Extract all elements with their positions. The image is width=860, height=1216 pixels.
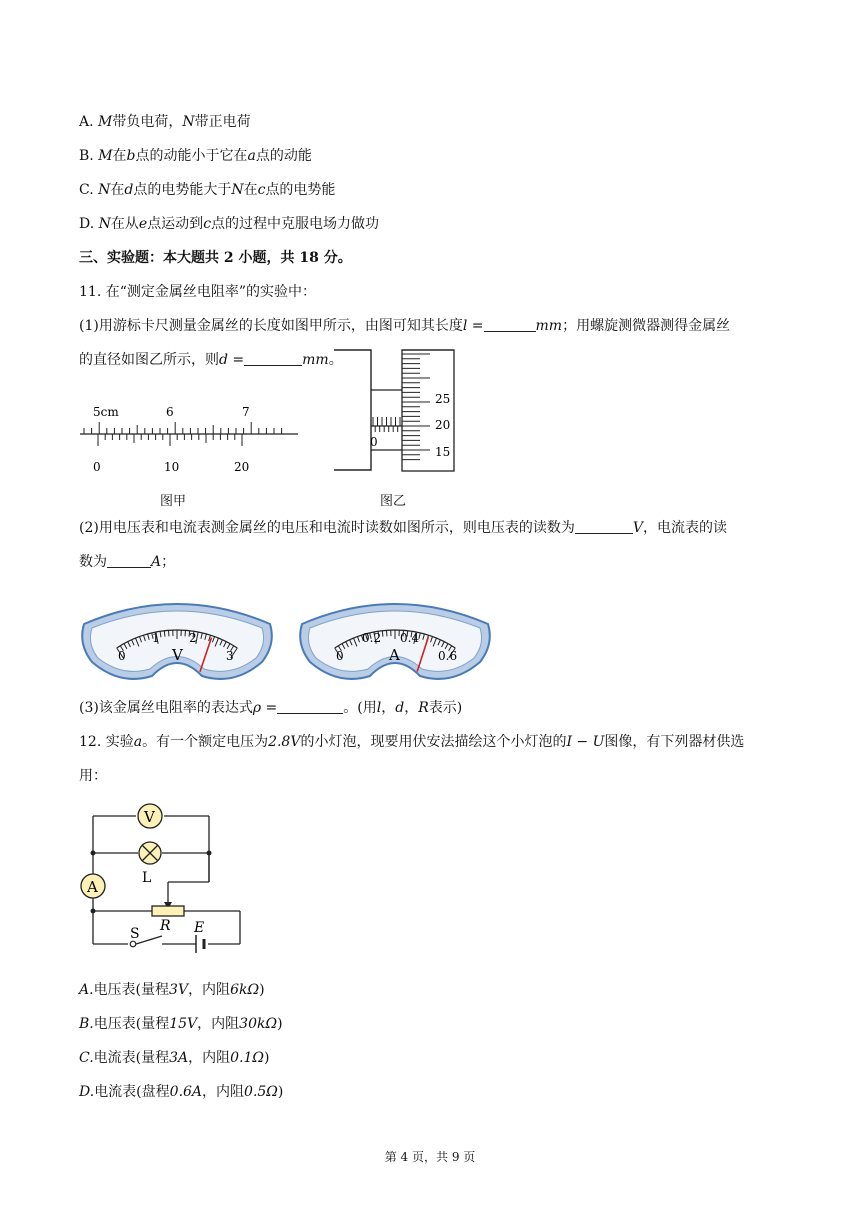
thimble-label: 25 xyxy=(435,392,451,406)
q11-part3: (3)该金属丝电阻率的表达式ρ = 。(用l，d，R表示) xyxy=(79,700,463,716)
page-footer: 第 4 页，共 9 页 xyxy=(384,1150,476,1164)
sleeve-zero-label: 0 xyxy=(370,435,378,449)
circuit-diagram xyxy=(76,798,252,958)
voltmeter-scale-label: 2 xyxy=(189,631,197,645)
q11-part1-line1: (1)用游标卡尺测量金属丝的长度如图甲所示，由图可知其长度l = mm；用螺旋测微器测得金属丝 xyxy=(79,318,731,334)
voltmeter-scale-label: 3 xyxy=(226,649,234,663)
q11-part1-line2: 的直径如图乙所示，则d = mm。 xyxy=(79,352,343,368)
answer-blank[interactable] xyxy=(244,351,302,366)
voltmeter-scale-label: 0 xyxy=(118,649,126,663)
thimble-label: 20 xyxy=(435,418,451,432)
q12-option-a: A.电压表(量程3V，内阻6kΩ) xyxy=(79,982,265,998)
caliper-main-label: 7 xyxy=(242,405,250,419)
q12-line1: 12. 实验a。有一个额定电压为2.8V的小灯泡，现要用伏安法描绘这个小灯泡的I − U图像，有下列器材供选 xyxy=(79,734,745,750)
figure-b-caption: 图乙 xyxy=(380,494,407,509)
option-c: C. N在d点的电势能大于N在c点的电势能 xyxy=(79,182,336,198)
circuit-lamp-label: L xyxy=(142,870,152,886)
ammeter-scale-label: 0.4 xyxy=(400,631,420,645)
option-d: D. N在从e点运动到c点的过程中克服电场力做功 xyxy=(79,216,380,232)
ammeter-scale-label: 0.2 xyxy=(362,631,382,645)
q11-part2-line2: 数为 A； xyxy=(79,554,176,570)
thimble-label: 15 xyxy=(435,445,451,459)
answer-blank[interactable] xyxy=(575,519,633,534)
answer-blank[interactable] xyxy=(277,699,343,714)
ammeter-scale-label: 0 xyxy=(336,649,344,663)
answer-blank[interactable] xyxy=(107,553,151,568)
caliper-vernier-label: 20 xyxy=(234,460,250,474)
micrometer-figure xyxy=(330,346,460,476)
caliper-main-label: 6 xyxy=(166,405,174,419)
caliper-main-label: 5cm xyxy=(93,405,119,419)
voltmeter-symbol: V xyxy=(172,646,183,664)
circuit-rheostat-label: R xyxy=(160,918,171,934)
q12-line2: 用： xyxy=(79,768,107,784)
q12-option-d: D.电流表(盘程0.6A，内阻0.5Ω) xyxy=(79,1084,284,1100)
ammeter-figure xyxy=(296,590,494,690)
caliper-vernier-label: 10 xyxy=(164,460,180,474)
q11-intro: 11. 在“测定金属丝电阻率”的实验中： xyxy=(79,284,317,300)
section-heading: 三、实验题：本大题共 2 小题，共 18 分。 xyxy=(79,250,352,266)
ammeter-symbol: A xyxy=(389,646,400,664)
figure-a-caption: 图甲 xyxy=(160,494,187,509)
ammeter-scale-label: 0.6 xyxy=(438,649,458,663)
circuit-source-label: E xyxy=(194,920,205,936)
q11-part2-line1: (2)用电压表和电流表测金属丝的电压和电流时读数如图所示，则电压表的读数为 V，电流表的读 xyxy=(79,520,727,536)
voltmeter-figure xyxy=(78,590,276,690)
circuit-switch-label: S xyxy=(130,926,140,942)
option-a: A. M带负电荷，N带正电荷 xyxy=(79,114,251,130)
circuit-ammeter-label: A xyxy=(87,878,98,896)
voltmeter-scale-label: 1 xyxy=(152,631,160,645)
circuit-voltmeter-label: V xyxy=(144,808,155,826)
option-b: B. M在b点的动能小于它在a点的动能 xyxy=(79,148,312,164)
vernier-caliper-figure xyxy=(76,398,306,480)
caliper-vernier-label: 0 xyxy=(93,460,101,474)
answer-blank[interactable] xyxy=(484,317,536,332)
q12-option-b: B.电压表(量程15V，内阻30kΩ) xyxy=(79,1016,283,1032)
q12-option-c: C.电流表(量程3A，内阻0.1Ω) xyxy=(79,1050,270,1066)
